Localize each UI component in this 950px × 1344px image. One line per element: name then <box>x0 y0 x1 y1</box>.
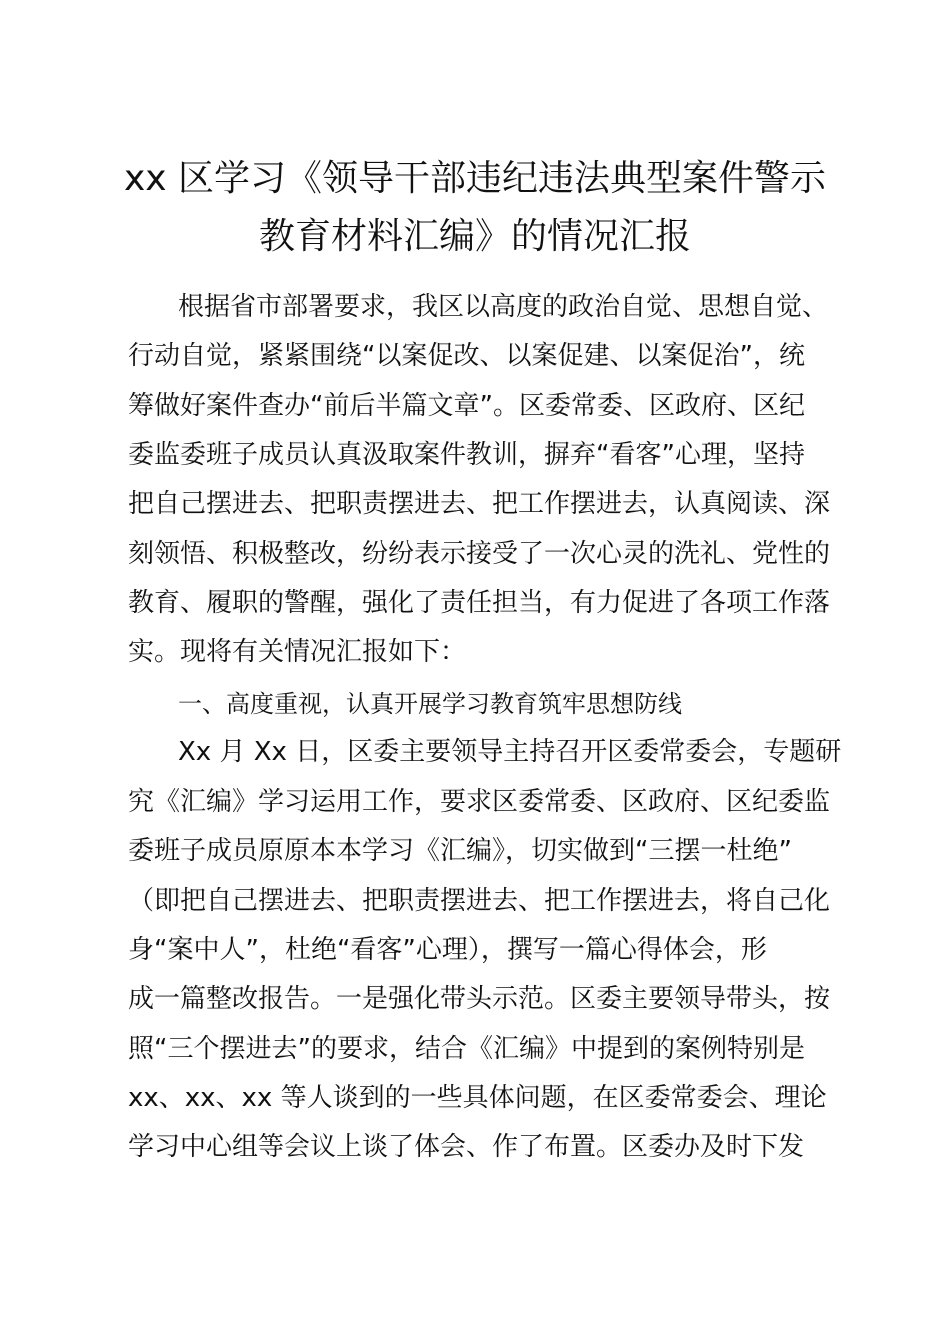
paragraph-2-line-1: Xx 月 Xx 日，区委主要领导主持召开区委常委会，专题研 <box>178 737 842 767</box>
document-title-line-2: 教育材料汇编》的情况汇报 <box>258 216 691 257</box>
paragraph-2-line-7: 照“三个摆进去”的要求，结合《汇编》中提到的案例特别是 <box>128 1034 805 1064</box>
paragraph-2-line-3: 委班子成员原原本本学习《汇编》，切实做到“三摆一杜绝” <box>128 836 792 866</box>
paragraph-1-line-4: 委监委班子成员认真汲取案件教训，摒弃“看客”心理，坚持 <box>128 440 805 470</box>
paragraph-2-line-6: 成一篇整改报告。一是强化带头示范。区委主要领导带头，按 <box>128 984 831 1014</box>
paragraph-2-line-8: xx、xx、xx 等人谈到的一些具体问题，在区委常委会、理论 <box>128 1083 827 1113</box>
paragraph-1-line-3: 筹做好案件查办“前后半篇文章”。区委常委、区政府、区纪 <box>128 391 805 421</box>
paragraph-1-line-1: 根据省市部署要求，我区以高度的政治自觉、思想自觉、 <box>178 292 829 322</box>
paragraph-2-line-9: 学习中心组等会议上谈了体会、作了布置。区委办及时下发 <box>128 1132 805 1162</box>
paragraph-1-line-5: 把自己摆进去、把职责摆进去、把工作摆进去，认真阅读、深 <box>128 489 831 519</box>
paragraph-2-line-2: 究《汇编》学习运用工作，要求区委常委、区政府、区纪委监 <box>128 787 831 817</box>
paragraph-1-line-7: 教育、履职的警醒，强化了责任担当，有力促进了各项工作落 <box>128 588 831 618</box>
paragraph-2-line-4: （即把自己摆进去、把职责摆进去、把工作摆进去，将自己化 <box>128 886 831 916</box>
document-title-line-1: xx 区学习《领导干部违纪违法典型案件警示 <box>123 158 827 199</box>
paragraph-1-line-2: 行动自觉，紧紧围绕“以案促改、以案促建、以案促治”，统 <box>128 341 805 371</box>
section-1-heading: 一、高度重视，认真开展学习教育筑牢思想防线 <box>178 690 682 718</box>
paragraph-2-line-5: 身“案中人”，杜绝“看客”心理），撰写一篇心得体会，形 <box>128 935 767 965</box>
paragraph-1-line-8: 实。现将有关情况汇报如下： <box>128 637 467 667</box>
paragraph-1-line-6: 刻领悟、积极整改，纷纷表示接受了一次心灵的洗礼、党性的 <box>128 539 831 569</box>
